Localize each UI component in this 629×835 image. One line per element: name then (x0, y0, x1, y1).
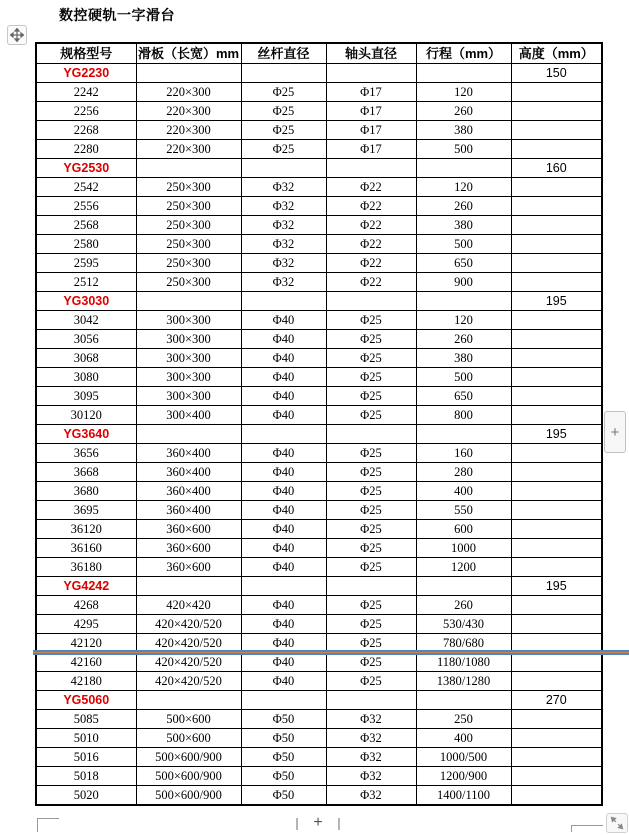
cell-stroke (416, 292, 511, 311)
cell-plate: 250×300 (136, 273, 241, 292)
table-row (36, 615, 602, 634)
column-header: 丝杆直径 (241, 43, 326, 64)
cell-height (511, 539, 602, 558)
cell-stroke: 380 (416, 121, 511, 140)
spec-table (35, 42, 603, 806)
cell-height (511, 729, 602, 748)
cell-height (511, 710, 602, 729)
cell-model: YG5060 (36, 691, 136, 710)
cell-stroke: 380 (416, 216, 511, 235)
cell-stroke: 500 (416, 140, 511, 159)
cell-stroke: 1000/500 (416, 748, 511, 767)
cell-model: 2512 (36, 273, 136, 292)
cell-screw: Φ40 (241, 330, 326, 349)
cell-model: 2595 (36, 254, 136, 273)
cell-plate: 300×300 (136, 311, 241, 330)
cell-stroke: 600 (416, 520, 511, 539)
cell-plate: 300×300 (136, 368, 241, 387)
cell-shaft: Φ25 (326, 558, 416, 577)
cell-shaft: Φ25 (326, 444, 416, 463)
table-row (36, 729, 602, 748)
cell-height (511, 102, 602, 121)
table-row (36, 102, 602, 121)
cell-screw: Φ25 (241, 140, 326, 159)
table-row (36, 121, 602, 140)
cell-height (511, 140, 602, 159)
cell-plate: 500×600/900 (136, 748, 241, 767)
cell-model: YG3030 (36, 292, 136, 311)
cell-shaft: Φ25 (326, 501, 416, 520)
table-row (36, 501, 602, 520)
cell-shaft: Φ25 (326, 349, 416, 368)
cell-screw: Φ50 (241, 729, 326, 748)
diagonal-resize-icon (610, 816, 624, 830)
cell-plate: 220×300 (136, 102, 241, 121)
cell-height: 195 (511, 292, 602, 311)
cell-stroke: 380 (416, 349, 511, 368)
cell-plate: 250×300 (136, 178, 241, 197)
table-row (36, 520, 602, 539)
cell-plate: 420×420/520 (136, 615, 241, 634)
cell-shaft: Φ25 (326, 368, 416, 387)
cell-model: 3695 (36, 501, 136, 520)
table-row (36, 558, 602, 577)
cell-plate: 500×600/900 (136, 767, 241, 786)
cell-stroke: 1380/1280 (416, 672, 511, 691)
table-row (36, 786, 602, 806)
cell-stroke: 260 (416, 102, 511, 121)
table-row (36, 330, 602, 349)
cell-height (511, 672, 602, 691)
cell-shaft: Φ22 (326, 235, 416, 254)
cell-model: 2268 (36, 121, 136, 140)
cell-plate: 420×420/520 (136, 672, 241, 691)
cell-screw: Φ50 (241, 786, 326, 806)
cell-plate: 420×420 (136, 596, 241, 615)
cell-height: 150 (511, 64, 602, 83)
cell-screw: Φ32 (241, 273, 326, 292)
cell-height (511, 786, 602, 806)
cell-screw: Φ50 (241, 710, 326, 729)
table-row (36, 387, 602, 406)
plus-icon: + (610, 423, 620, 441)
insert-column-button[interactable] (604, 411, 626, 453)
table-row (36, 197, 602, 216)
header-row (36, 43, 602, 64)
cell-screw: Φ25 (241, 102, 326, 121)
cell-model: 42180 (36, 672, 136, 691)
table-row (36, 235, 602, 254)
cell-shaft: Φ32 (326, 710, 416, 729)
cell-screw: Φ40 (241, 634, 326, 653)
column-header: 行程（mm） (416, 43, 511, 64)
cell-stroke: 260 (416, 596, 511, 615)
cell-plate: 300×300 (136, 330, 241, 349)
cell-model: 2568 (36, 216, 136, 235)
cell-shaft: Φ25 (326, 387, 416, 406)
cell-screw: Φ40 (241, 482, 326, 501)
cell-stroke: 650 (416, 387, 511, 406)
column-header: 轴头直径 (326, 43, 416, 64)
cell-stroke: 120 (416, 178, 511, 197)
cell-stroke: 780/680 (416, 634, 511, 653)
section-row (36, 292, 602, 311)
cell-stroke: 160 (416, 444, 511, 463)
cell-screw: Φ25 (241, 83, 326, 102)
cell-shaft: Φ25 (326, 520, 416, 539)
cell-screw: Φ40 (241, 463, 326, 482)
cell-model: 36120 (36, 520, 136, 539)
cell-plate (136, 292, 241, 311)
cell-plate: 300×300 (136, 387, 241, 406)
blue-divider-line (33, 650, 629, 655)
cell-stroke: 550 (416, 501, 511, 520)
cell-model: 3080 (36, 368, 136, 387)
cell-height: 195 (511, 425, 602, 444)
cell-height (511, 121, 602, 140)
table-row (36, 83, 602, 102)
cell-model: 36180 (36, 558, 136, 577)
cell-shaft: Φ25 (326, 463, 416, 482)
cell-stroke (416, 691, 511, 710)
cell-model: 3042 (36, 311, 136, 330)
table-row (36, 273, 602, 292)
cell-model: 3056 (36, 330, 136, 349)
cell-shaft: Φ22 (326, 216, 416, 235)
cell-plate: 420×420/520 (136, 653, 241, 672)
cell-height (511, 311, 602, 330)
cell-height (511, 349, 602, 368)
cell-height (511, 558, 602, 577)
cell-screw: Φ40 (241, 349, 326, 368)
table-row (36, 216, 602, 235)
cell-model: YG2530 (36, 159, 136, 178)
cell-height (511, 330, 602, 349)
cell-screw (241, 64, 326, 83)
cell-height (511, 596, 602, 615)
cell-screw: Φ40 (241, 615, 326, 634)
table-row (36, 539, 602, 558)
cell-model: 2242 (36, 83, 136, 102)
cell-plate (136, 64, 241, 83)
cell-height (511, 387, 602, 406)
cell-height: 270 (511, 691, 602, 710)
table-row (36, 672, 602, 691)
cell-height (511, 463, 602, 482)
cell-model: YG2230 (36, 64, 136, 83)
cell-screw (241, 577, 326, 596)
cell-model: 2542 (36, 178, 136, 197)
cell-height (511, 273, 602, 292)
cell-screw: Φ40 (241, 311, 326, 330)
cell-screw: Φ40 (241, 539, 326, 558)
cell-plate: 360×400 (136, 501, 241, 520)
cell-model: 5010 (36, 729, 136, 748)
cell-plate: 360×600 (136, 520, 241, 539)
cell-plate: 360×600 (136, 558, 241, 577)
cell-shaft: Φ25 (326, 634, 416, 653)
cell-shaft: Φ25 (326, 330, 416, 349)
cell-stroke: 260 (416, 330, 511, 349)
cell-height (511, 216, 602, 235)
cell-plate: 360×400 (136, 482, 241, 501)
cell-stroke: 120 (416, 311, 511, 330)
cell-plate: 220×300 (136, 83, 241, 102)
tick-mark-left (296, 818, 298, 830)
table-row (36, 254, 602, 273)
cell-model: 5016 (36, 748, 136, 767)
cell-plate: 250×300 (136, 254, 241, 273)
cell-screw: Φ40 (241, 368, 326, 387)
table-row (36, 596, 602, 615)
cell-screw (241, 159, 326, 178)
cell-height (511, 368, 602, 387)
cell-plate: 500×600 (136, 729, 241, 748)
cell-model: 42120 (36, 634, 136, 653)
section-row (36, 64, 602, 83)
insert-row-button[interactable] (296, 815, 340, 835)
cell-screw: Φ50 (241, 748, 326, 767)
cell-height (511, 653, 602, 672)
cell-stroke (416, 425, 511, 444)
cell-screw: Φ40 (241, 501, 326, 520)
cell-shaft: Φ22 (326, 273, 416, 292)
cell-stroke (416, 577, 511, 596)
cell-stroke: 500 (416, 235, 511, 254)
cell-height (511, 767, 602, 786)
table-body (36, 64, 602, 806)
cell-model: 3656 (36, 444, 136, 463)
section-row (36, 425, 602, 444)
cell-stroke: 120 (416, 83, 511, 102)
table-row (36, 368, 602, 387)
cell-screw: Φ32 (241, 197, 326, 216)
cell-height (511, 178, 602, 197)
cell-model: 2556 (36, 197, 136, 216)
page-title: 数控硬轨一字滑台 (59, 7, 175, 23)
cell-plate (136, 577, 241, 596)
cell-screw: Φ32 (241, 254, 326, 273)
cell-shaft (326, 577, 416, 596)
table-row (36, 406, 602, 425)
table-row (36, 710, 602, 729)
cell-shaft: Φ17 (326, 121, 416, 140)
cell-screw: Φ32 (241, 235, 326, 254)
cell-shaft: Φ25 (326, 653, 416, 672)
table-resize-handle[interactable] (606, 813, 628, 833)
cell-plate: 300×300 (136, 349, 241, 368)
cell-shaft: Φ25 (326, 615, 416, 634)
cell-stroke (416, 64, 511, 83)
cell-stroke (416, 159, 511, 178)
cell-plate: 300×400 (136, 406, 241, 425)
cell-screw (241, 691, 326, 710)
table-row (36, 767, 602, 786)
cell-plate: 360×600 (136, 539, 241, 558)
column-header: 规格型号 (36, 43, 136, 64)
plus-icon: + (313, 814, 323, 831)
cell-model: 2280 (36, 140, 136, 159)
cell-screw: Φ32 (241, 178, 326, 197)
table-move-handle[interactable] (7, 25, 27, 45)
cell-plate: 220×300 (136, 121, 241, 140)
table-row (36, 482, 602, 501)
cell-shaft: Φ32 (326, 767, 416, 786)
cell-stroke: 250 (416, 710, 511, 729)
cell-shaft: Φ22 (326, 178, 416, 197)
cell-screw: Φ40 (241, 387, 326, 406)
move-icon (10, 28, 24, 42)
cell-shaft: Φ25 (326, 672, 416, 691)
cell-plate (136, 159, 241, 178)
cell-stroke: 500 (416, 368, 511, 387)
cell-plate: 500×600 (136, 710, 241, 729)
cell-model: 3095 (36, 387, 136, 406)
cell-plate: 360×400 (136, 463, 241, 482)
cell-stroke: 1200 (416, 558, 511, 577)
cell-stroke: 530/430 (416, 615, 511, 634)
table-row (36, 463, 602, 482)
cell-shaft (326, 691, 416, 710)
cell-shaft (326, 425, 416, 444)
cell-height (511, 482, 602, 501)
cell-shaft (326, 292, 416, 311)
cell-height (511, 83, 602, 102)
cell-screw (241, 292, 326, 311)
cell-plate: 360×400 (136, 444, 241, 463)
cell-model: 36160 (36, 539, 136, 558)
table-header (36, 43, 602, 64)
cell-model: 4268 (36, 596, 136, 615)
section-row (36, 691, 602, 710)
cell-stroke: 900 (416, 273, 511, 292)
cell-stroke: 1200/900 (416, 767, 511, 786)
cell-model: 3068 (36, 349, 136, 368)
cell-shaft (326, 64, 416, 83)
cell-screw: Φ40 (241, 653, 326, 672)
cell-height (511, 197, 602, 216)
cell-screw: Φ40 (241, 596, 326, 615)
cell-screw: Φ25 (241, 121, 326, 140)
cell-shaft (326, 159, 416, 178)
cell-model: 2256 (36, 102, 136, 121)
cell-model: 3668 (36, 463, 136, 482)
cell-shaft: Φ17 (326, 102, 416, 121)
cell-plate (136, 691, 241, 710)
tick-mark-right (338, 818, 340, 830)
cell-model: YG3640 (36, 425, 136, 444)
cell-model: 30120 (36, 406, 136, 425)
cell-stroke: 650 (416, 254, 511, 273)
cell-height (511, 235, 602, 254)
cell-stroke: 400 (416, 729, 511, 748)
cell-shaft: Φ25 (326, 539, 416, 558)
cell-screw (241, 425, 326, 444)
cell-height (511, 501, 602, 520)
cell-screw: Φ40 (241, 406, 326, 425)
cell-stroke: 800 (416, 406, 511, 425)
table-row (36, 444, 602, 463)
column-header: 滑板（长宽）mm (136, 43, 241, 64)
cell-model: 42160 (36, 653, 136, 672)
cell-height (511, 748, 602, 767)
cell-model: 5020 (36, 786, 136, 806)
cell-model: 4295 (36, 615, 136, 634)
cell-model: 5085 (36, 710, 136, 729)
cell-shaft: Φ22 (326, 254, 416, 273)
table-row (36, 140, 602, 159)
cell-plate: 420×420/520 (136, 634, 241, 653)
cell-shaft: Φ32 (326, 729, 416, 748)
cell-shaft: Φ25 (326, 596, 416, 615)
cell-stroke: 1000 (416, 539, 511, 558)
cell-shaft: Φ25 (326, 482, 416, 501)
table-row (36, 349, 602, 368)
cell-model: 5018 (36, 767, 136, 786)
cell-screw: Φ40 (241, 520, 326, 539)
table-row (36, 178, 602, 197)
cell-plate: 500×600/900 (136, 786, 241, 806)
cell-model: 3680 (36, 482, 136, 501)
cell-stroke: 260 (416, 197, 511, 216)
cell-screw: Φ50 (241, 767, 326, 786)
cell-screw: Φ40 (241, 558, 326, 577)
table-row (36, 311, 602, 330)
section-row (36, 159, 602, 178)
cell-stroke: 1400/1100 (416, 786, 511, 806)
cell-shaft: Φ32 (326, 786, 416, 806)
cell-plate: 250×300 (136, 235, 241, 254)
cell-model: 2580 (36, 235, 136, 254)
cell-stroke: 400 (416, 482, 511, 501)
cell-height (511, 520, 602, 539)
cell-plate: 220×300 (136, 140, 241, 159)
cell-stroke: 1180/1080 (416, 653, 511, 672)
table-row (36, 748, 602, 767)
cell-shaft: Φ25 (326, 311, 416, 330)
cell-shaft: Φ22 (326, 197, 416, 216)
cell-shaft: Φ32 (326, 748, 416, 767)
cell-plate: 250×300 (136, 216, 241, 235)
cell-model: YG4242 (36, 577, 136, 596)
section-row (36, 577, 602, 596)
cell-plate (136, 425, 241, 444)
cell-shaft: Φ25 (326, 406, 416, 425)
cell-shaft: Φ17 (326, 83, 416, 102)
table-row (36, 653, 602, 672)
cell-screw: Φ40 (241, 444, 326, 463)
cell-screw: Φ40 (241, 672, 326, 691)
cell-shaft: Φ17 (326, 140, 416, 159)
cell-stroke: 280 (416, 463, 511, 482)
cell-plate: 250×300 (136, 197, 241, 216)
page-margin-corner-left (37, 818, 59, 832)
cell-height (511, 406, 602, 425)
cell-screw: Φ32 (241, 216, 326, 235)
cell-height (511, 615, 602, 634)
column-header: 高度（mm） (511, 43, 602, 64)
cell-height (511, 444, 602, 463)
cell-height: 195 (511, 577, 602, 596)
cell-height (511, 254, 602, 273)
cell-height: 160 (511, 159, 602, 178)
